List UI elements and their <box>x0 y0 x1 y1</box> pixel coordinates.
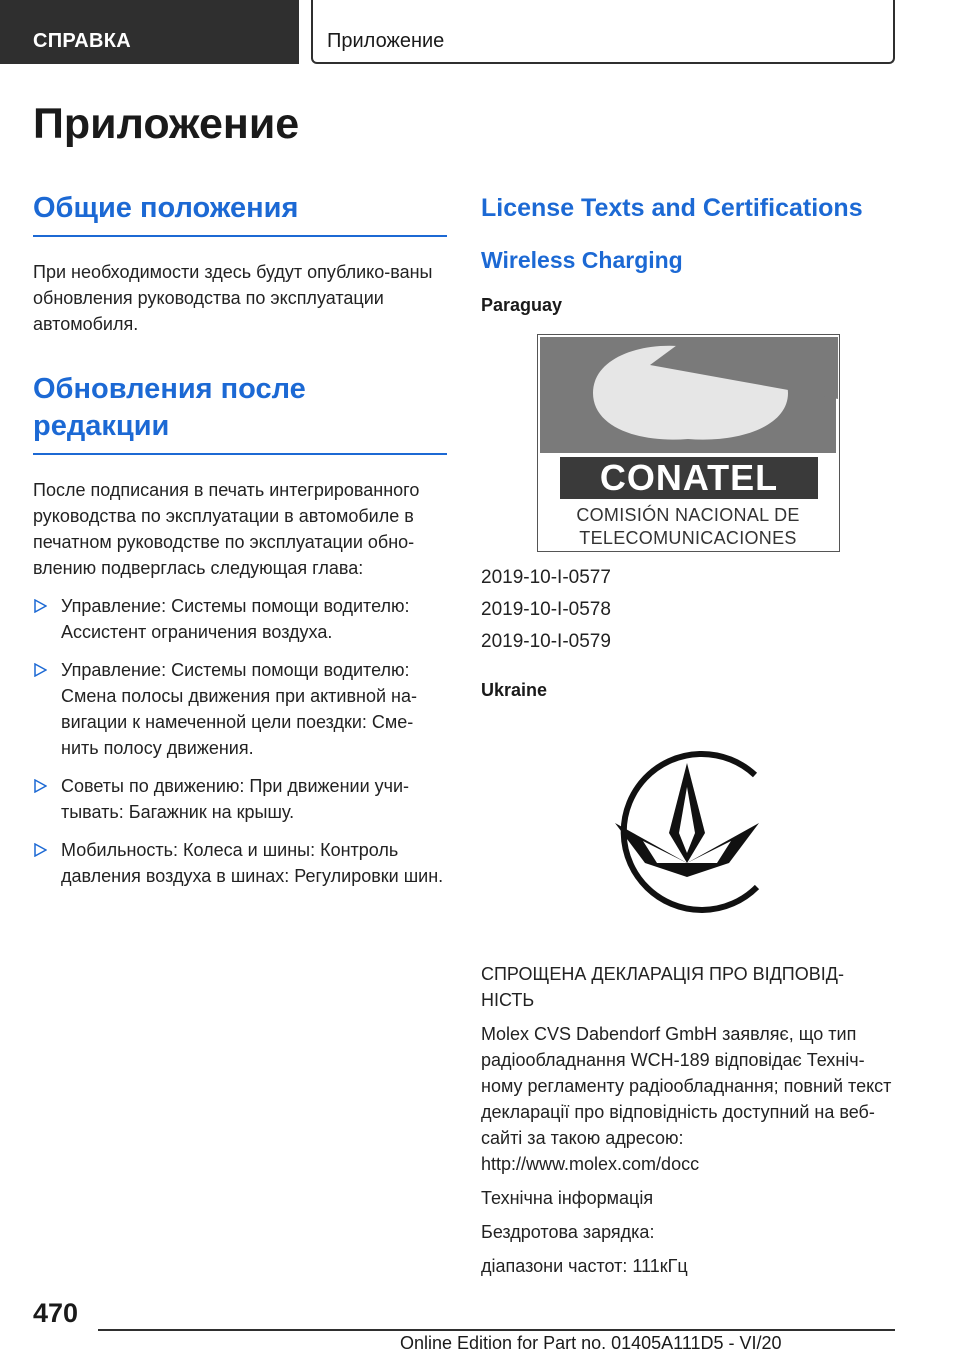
country-ukraine: Ukraine <box>481 680 548 700</box>
general-heading-rule <box>33 235 447 237</box>
updates-heading-rule <box>33 453 447 455</box>
list-item <box>33 837 447 889</box>
triangle-bullet-icon <box>33 599 47 613</box>
wireless-charging-label: Бездротова зарядка: <box>481 1222 655 1242</box>
list-item-text: Управление: Системы помощи водителю: Смена полосы движения при активной на-вигации к намеченной цели поездки: Сме-нить полосу движения. <box>61 660 417 758</box>
right-column <box>481 190 896 1279</box>
left-column <box>33 190 447 889</box>
list-item-text: Советы по движению: При движении учи-тывать: Багажник на крышу. <box>61 776 410 822</box>
ukraine-declaration-text: Molex CVS Dabendorf GmbH заявляє, що тип радіообладнання WCH-189 відповідає Техніч-ному регламенту радіообладнання; повний текст декларації про відповідність доступний на веб-сайті за такою адресою: http://www.molex.com/docc <box>481 1024 892 1174</box>
list-item-text: Мобильность: Колеса и шины: Контроль давления воздуха в шинах: Регулировки шин. <box>61 840 444 886</box>
conatel-emblem-icon <box>538 335 838 455</box>
conatel-brand: CONATEL <box>599 457 779 498</box>
general-text: При необходимости здесь будут опублико-ваны обновления руководства по эксплуатации автомобиля. <box>33 262 433 334</box>
technical-info-label: Технічна інформація <box>481 1188 654 1208</box>
updated-chapters-list <box>33 593 447 889</box>
general-heading: Общие положения <box>33 192 299 224</box>
page-number: 470 <box>33 1298 79 1328</box>
wireless-charging-heading: Wireless Charging <box>481 247 683 273</box>
triangle-bullet-icon <box>33 843 47 857</box>
footer-rule <box>98 1329 895 1331</box>
license-heading: License Texts and Certifications <box>481 194 863 222</box>
top-bar <box>0 0 960 66</box>
certification-code: 2019-10-I-0579 <box>481 631 611 652</box>
country-paraguay: Paraguay <box>481 295 563 315</box>
frequency-range: діапазони частот: 111кГц <box>481 1256 688 1276</box>
chapter-tab[interactable]: Приложение <box>311 0 895 64</box>
page-title: Приложение <box>33 100 300 148</box>
list-item <box>33 657 447 761</box>
conatel-line2: TELECOMUNICACIONES <box>579 528 797 548</box>
updates-heading: Обновления после редакции <box>33 373 306 442</box>
triangle-bullet-icon <box>33 779 47 793</box>
conatel-brand-bar <box>560 457 818 499</box>
certification-code: 2019-10-I-0578 <box>481 599 611 620</box>
conatel-logo <box>537 334 840 552</box>
updates-intro: После подписания в печать интегрированного руководства по эксплуатации в автомобиле в печатном руководстве по эксплуатации обно-влению подверглась следующая глава: <box>33 480 420 578</box>
triangle-bullet-icon <box>33 663 47 677</box>
ukraine-conformity-mark-icon <box>593 735 773 935</box>
list-item <box>33 773 447 825</box>
section-tab[interactable]: СПРАВКА <box>0 0 299 64</box>
paraguay-codes <box>481 562 896 658</box>
edition-note: Online Edition for Part no. 01405A111D5 - VI/20 <box>400 1333 782 1353</box>
ukraine-declaration-title: СПРОЩЕНА ДЕКЛАРАЦІЯ ПРО ВІДПОВІД-НІСТЬ <box>481 964 844 1010</box>
list-item-text: Управление: Системы помощи водителю: Ассистент ограничения воздуха. <box>61 596 410 642</box>
conatel-line1: COMISIÓN NACIONAL DE <box>576 505 800 525</box>
certification-code: 2019-10-I-0577 <box>481 567 611 588</box>
list-item <box>33 593 447 645</box>
